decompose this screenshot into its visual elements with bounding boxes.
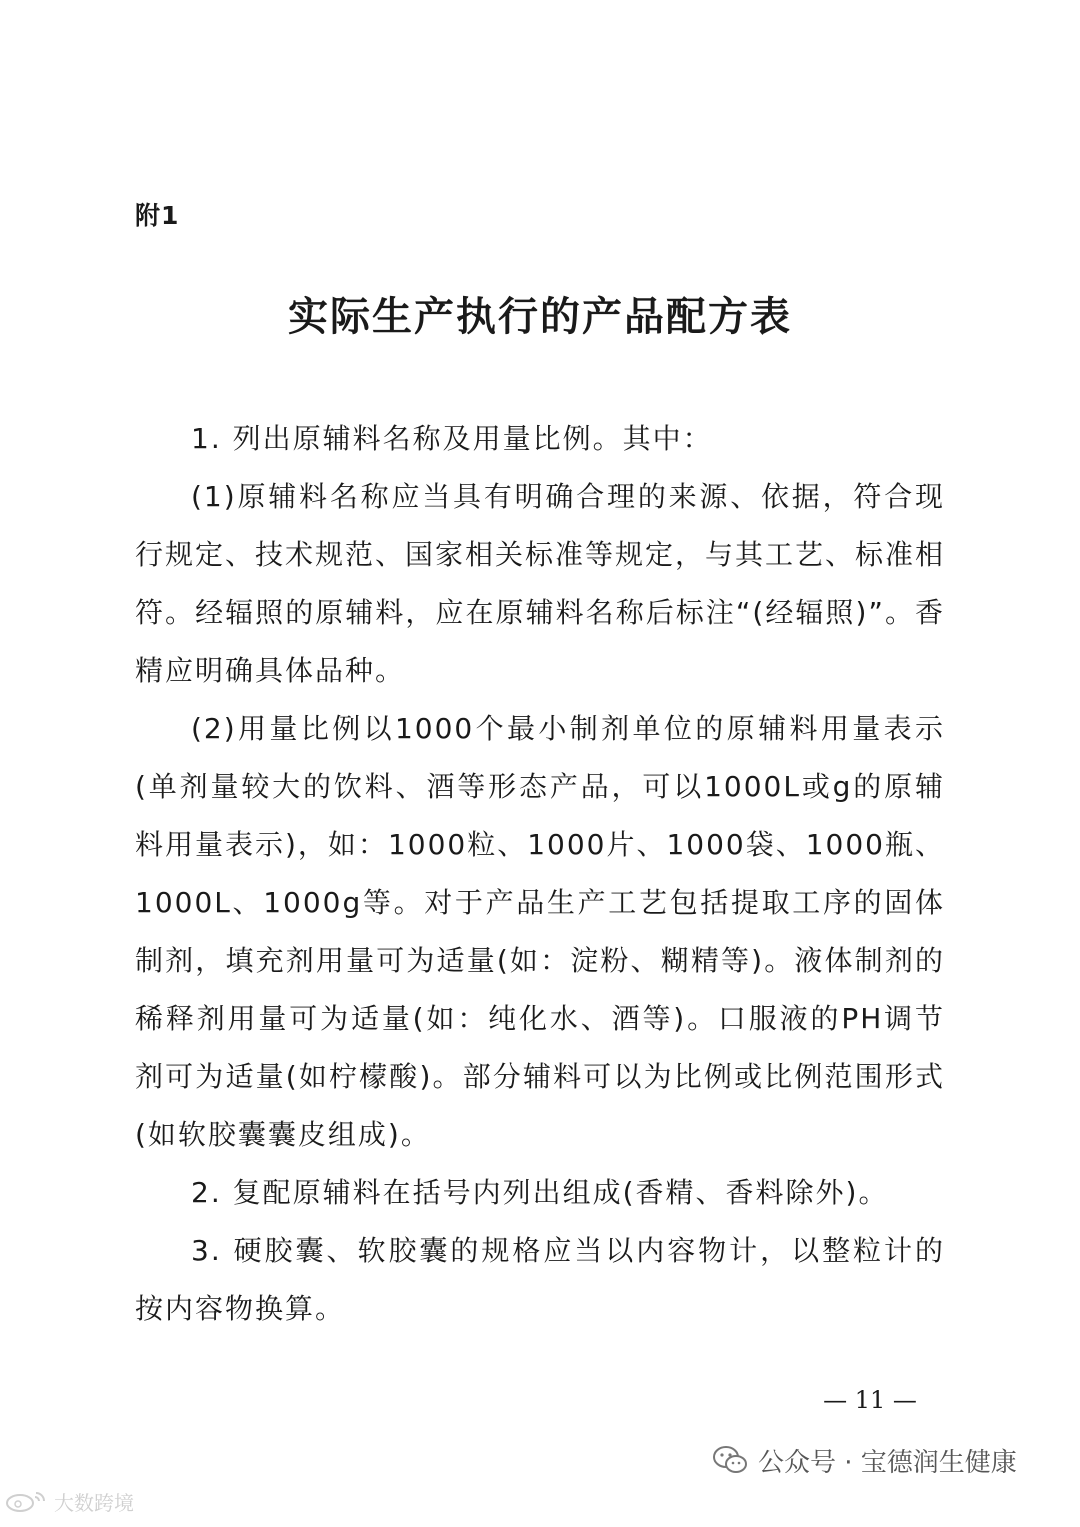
- wechat-watermark-text: 公众号 · 宝德润生健康: [758, 1447, 1017, 1478]
- wechat-icon: [712, 1445, 748, 1475]
- paragraph: (1)原辅料名称应当具有明确合理的来源、依据，符合现行规定、技术规范、国家相关标准等规定，与其工艺、标准相符。经辐照的原辅料，应在原辅料名称后标注“(经辐照)”。香精应明确具体品种。: [135, 480, 946, 687]
- paragraph: 3. 硬胶囊、软胶囊的规格应当以内容物计，以整粒计的按内容物换算。: [135, 1234, 945, 1325]
- weibo-icon: [4, 1489, 48, 1513]
- appendix-label: 附1: [135, 201, 180, 230]
- weibo-watermark-text: 大数跨境: [54, 1490, 134, 1515]
- paragraph: (2)用量比例以1000个最小制剂单位的原辅料用量表示(单剂量较大的饮料、酒等形态产品，可以1000L或g的原辅料用量表示)，如：1000粒、1000片、1000袋、1000瓶、1000L、1000g等。对于产品生产工艺包括提取工序的固体制剂，填充剂用量可为适量(如：淀粉、糊精等)。液体制剂的稀释剂用量可为适量(如：纯化水、酒等)。口服液的PH调节剂可为适量(如柠檬酸)。部分辅料可以为比例或比例范围形式(如软胶囊囊皮组成)。: [135, 712, 945, 1151]
- paragraph: 2. 复配原辅料在括号内列出组成(香精、香料除外)。: [191, 1176, 889, 1209]
- paragraph: 1. 列出原辅料名称及用量比例。其中：: [191, 422, 713, 455]
- weibo-watermark: [4, 1484, 134, 1518]
- document-body: [135, 410, 945, 1338]
- page-title: 实际生产执行的产品配方表: [288, 294, 792, 340]
- wechat-watermark: [712, 1440, 1017, 1480]
- page-number: — 11 —: [823, 1386, 917, 1414]
